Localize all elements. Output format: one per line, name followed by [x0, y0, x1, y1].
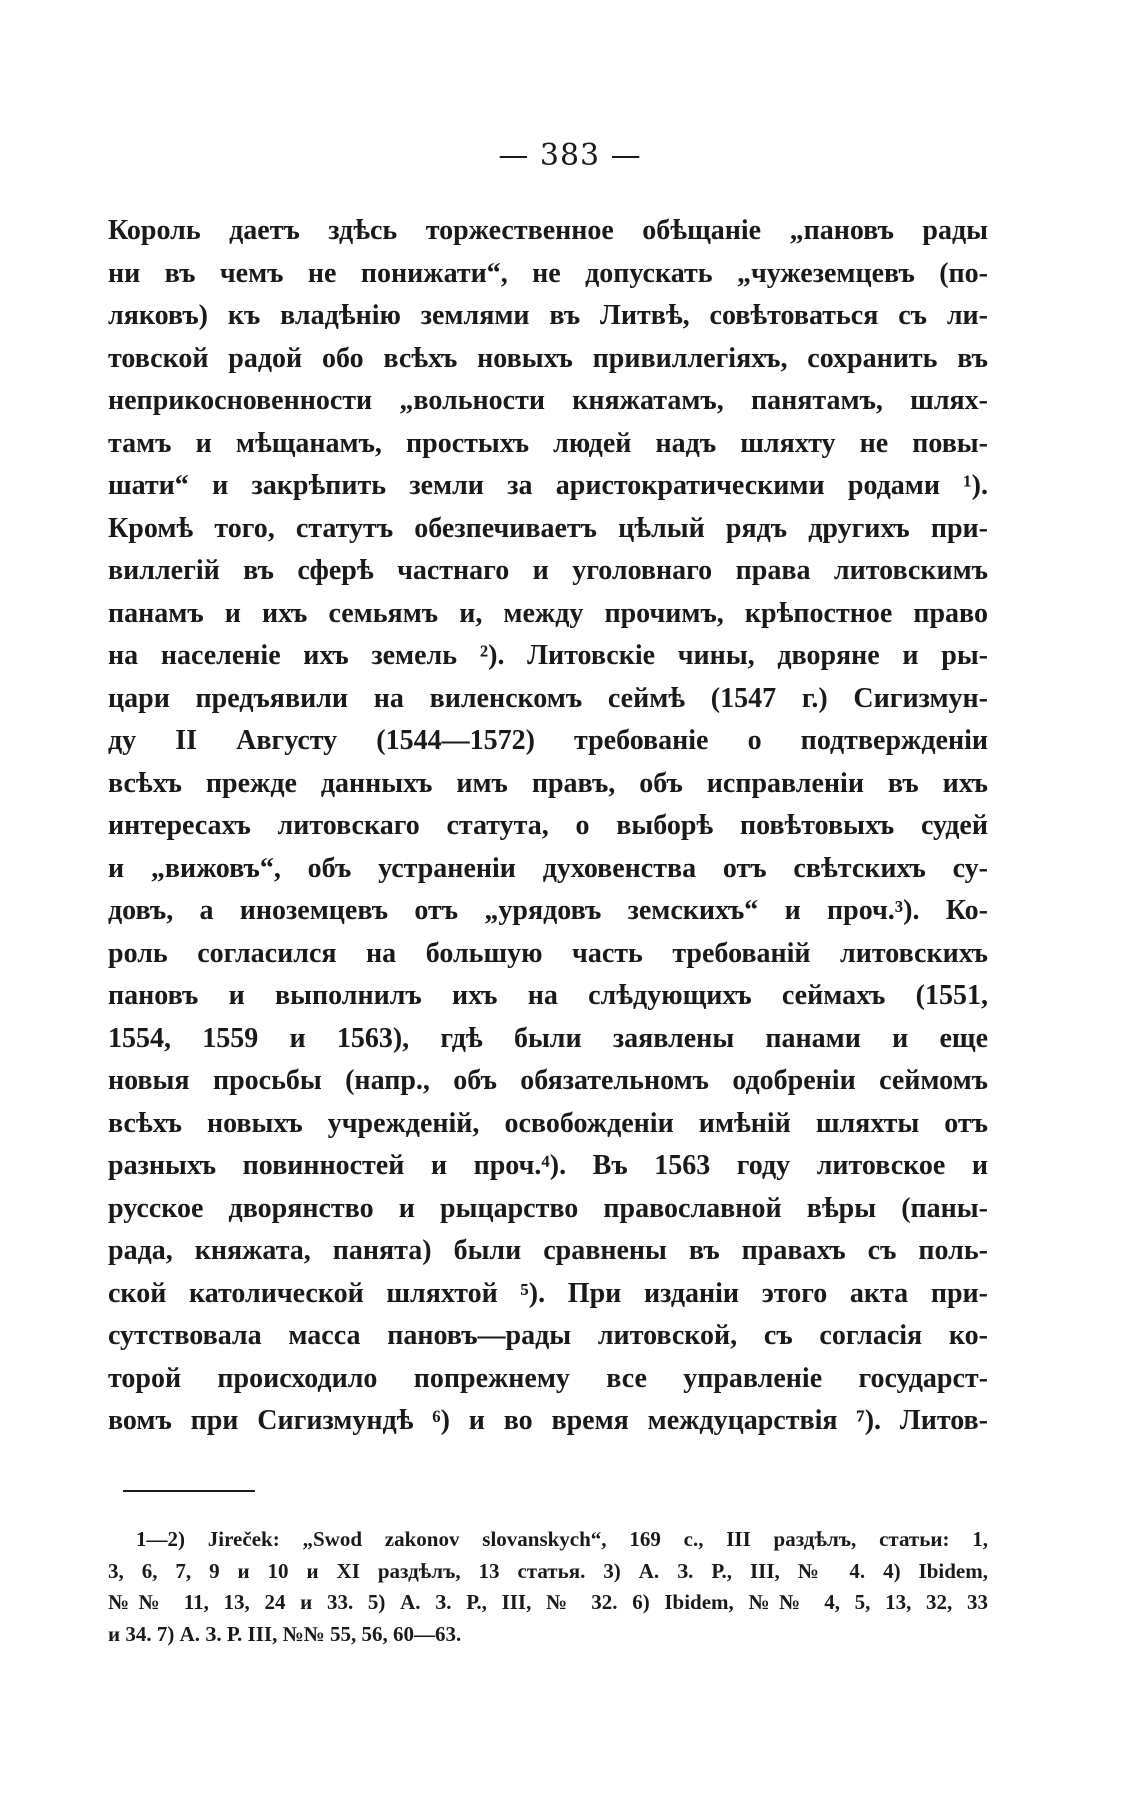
footnote-line: и 34. 7) А. З. Р. III, №№ 55, 56, 60—63.	[108, 1621, 462, 1646]
body-line: разныхъ повинностей и проч.⁴). Въ 1563 году литовское и	[108, 1150, 988, 1181]
body-line: на населеніе ихъ земель ²). Литовскіе чины, дворяне и ры-	[108, 640, 988, 671]
body-line: новыя просьбы (напр., объ обязательномъ одобреніи сеймомъ	[108, 1065, 988, 1096]
body-text	[108, 210, 988, 1443]
footnote-line: 3, 6, 7, 9 и 10 и XI раздѣлъ, 13 статья. 3) А. З. Р., III, № 4. 4) Ibidem,	[108, 1558, 988, 1583]
body-line: торой происходило попрежнему все управленіе государст-	[108, 1362, 988, 1394]
body-line: тамъ и мѣщанамъ, простыхъ людей надъ шляхту не повы-	[108, 427, 988, 459]
body-line: ду II Августу (1544—1572) требованіе о подтвержденіи	[108, 725, 988, 756]
body-line: ской католической шляхтой ⁵). При изданіи этого акта при-	[108, 1277, 988, 1309]
body-line: сутствовала масса пановъ—рады литовской, съ согласія ко-	[108, 1320, 988, 1351]
body-line: неприкосновенности „вольности княжатамъ, панятамъ, шлях-	[108, 385, 988, 416]
body-line: товской радой обо всѣхъ новыхъ привиллегіяхъ, сохранить въ	[108, 342, 988, 374]
page-number: — 383 —	[498, 138, 642, 173]
footnote-divider	[123, 1490, 255, 1492]
body-line: и „вижовъ“, объ устраненіи духовенства отъ свѣтскихъ су-	[108, 852, 988, 884]
body-line: вомъ при Сигизмундѣ ⁶) и во время междуцарствія ⁷). Литов-	[108, 1405, 988, 1436]
body-line: русское дворянство и рыцарство православной вѣры (паны-	[108, 1192, 988, 1224]
body-line: роль согласился на большую часть требованій литовскихъ	[108, 937, 988, 969]
body-line: шати“ и закрѣпить земли за аристократическими родами ¹).	[108, 470, 988, 501]
body-line: Король даетъ здѣсь торжественное обѣщаніе „пановъ рады	[108, 215, 988, 246]
body-line: виллегій въ сферѣ частнаго и уголовнаго права литовскимъ	[108, 555, 988, 586]
body-line: панамъ и ихъ семьямъ и, между прочимъ, крѣпостное право	[108, 597, 988, 629]
footnote-line: 1—2) Jireček: „Swod zakonov slovanskych“, 169 с., III раздѣлъ, статьи: 1,	[136, 1527, 988, 1551]
body-line: Кромѣ того, статутъ обезпечиваетъ цѣлый рядъ другихъ при-	[108, 512, 988, 544]
body-line: рада, княжата, панята) были сравнены въ правахъ съ поль-	[108, 1235, 988, 1266]
footnote-line: №№ 11, 13, 24 и 33. 5) А. З. Р., III, № 32. 6) Ibidem, №№ 4, 5, 13, 32, 33	[108, 1590, 988, 1614]
body-line: интересахъ литовскаго статута, о выборѣ повѣтовыхъ судей	[108, 810, 988, 841]
body-line: всѣхъ прежде данныхъ имъ правъ, объ исправленіи въ ихъ	[108, 767, 988, 799]
body-line: 1554, 1559 и 1563), гдѣ были заявлены панами и еще	[108, 1022, 988, 1054]
body-line: ни въ чемъ не понижати“, не допускать „чужеземцевъ (по-	[108, 257, 988, 289]
body-line: цари предъявили на виленскомъ сеймѣ (1547 г.) Сигизмун-	[108, 682, 988, 714]
body-line: ляковъ) къ владѣнію землями въ Литвѣ, совѣтоваться съ ли-	[108, 300, 988, 331]
footnotes	[108, 1524, 988, 1650]
body-line: пановъ и выполнилъ ихъ на слѣдующихъ сеймахъ (1551,	[108, 980, 988, 1011]
body-line: всѣхъ новыхъ учрежденій, освобожденіи имѣній шляхты отъ	[108, 1107, 988, 1139]
body-line: довъ, а иноземцевъ отъ „урядовъ земскихъ“ и проч.³). Ко-	[108, 895, 988, 926]
